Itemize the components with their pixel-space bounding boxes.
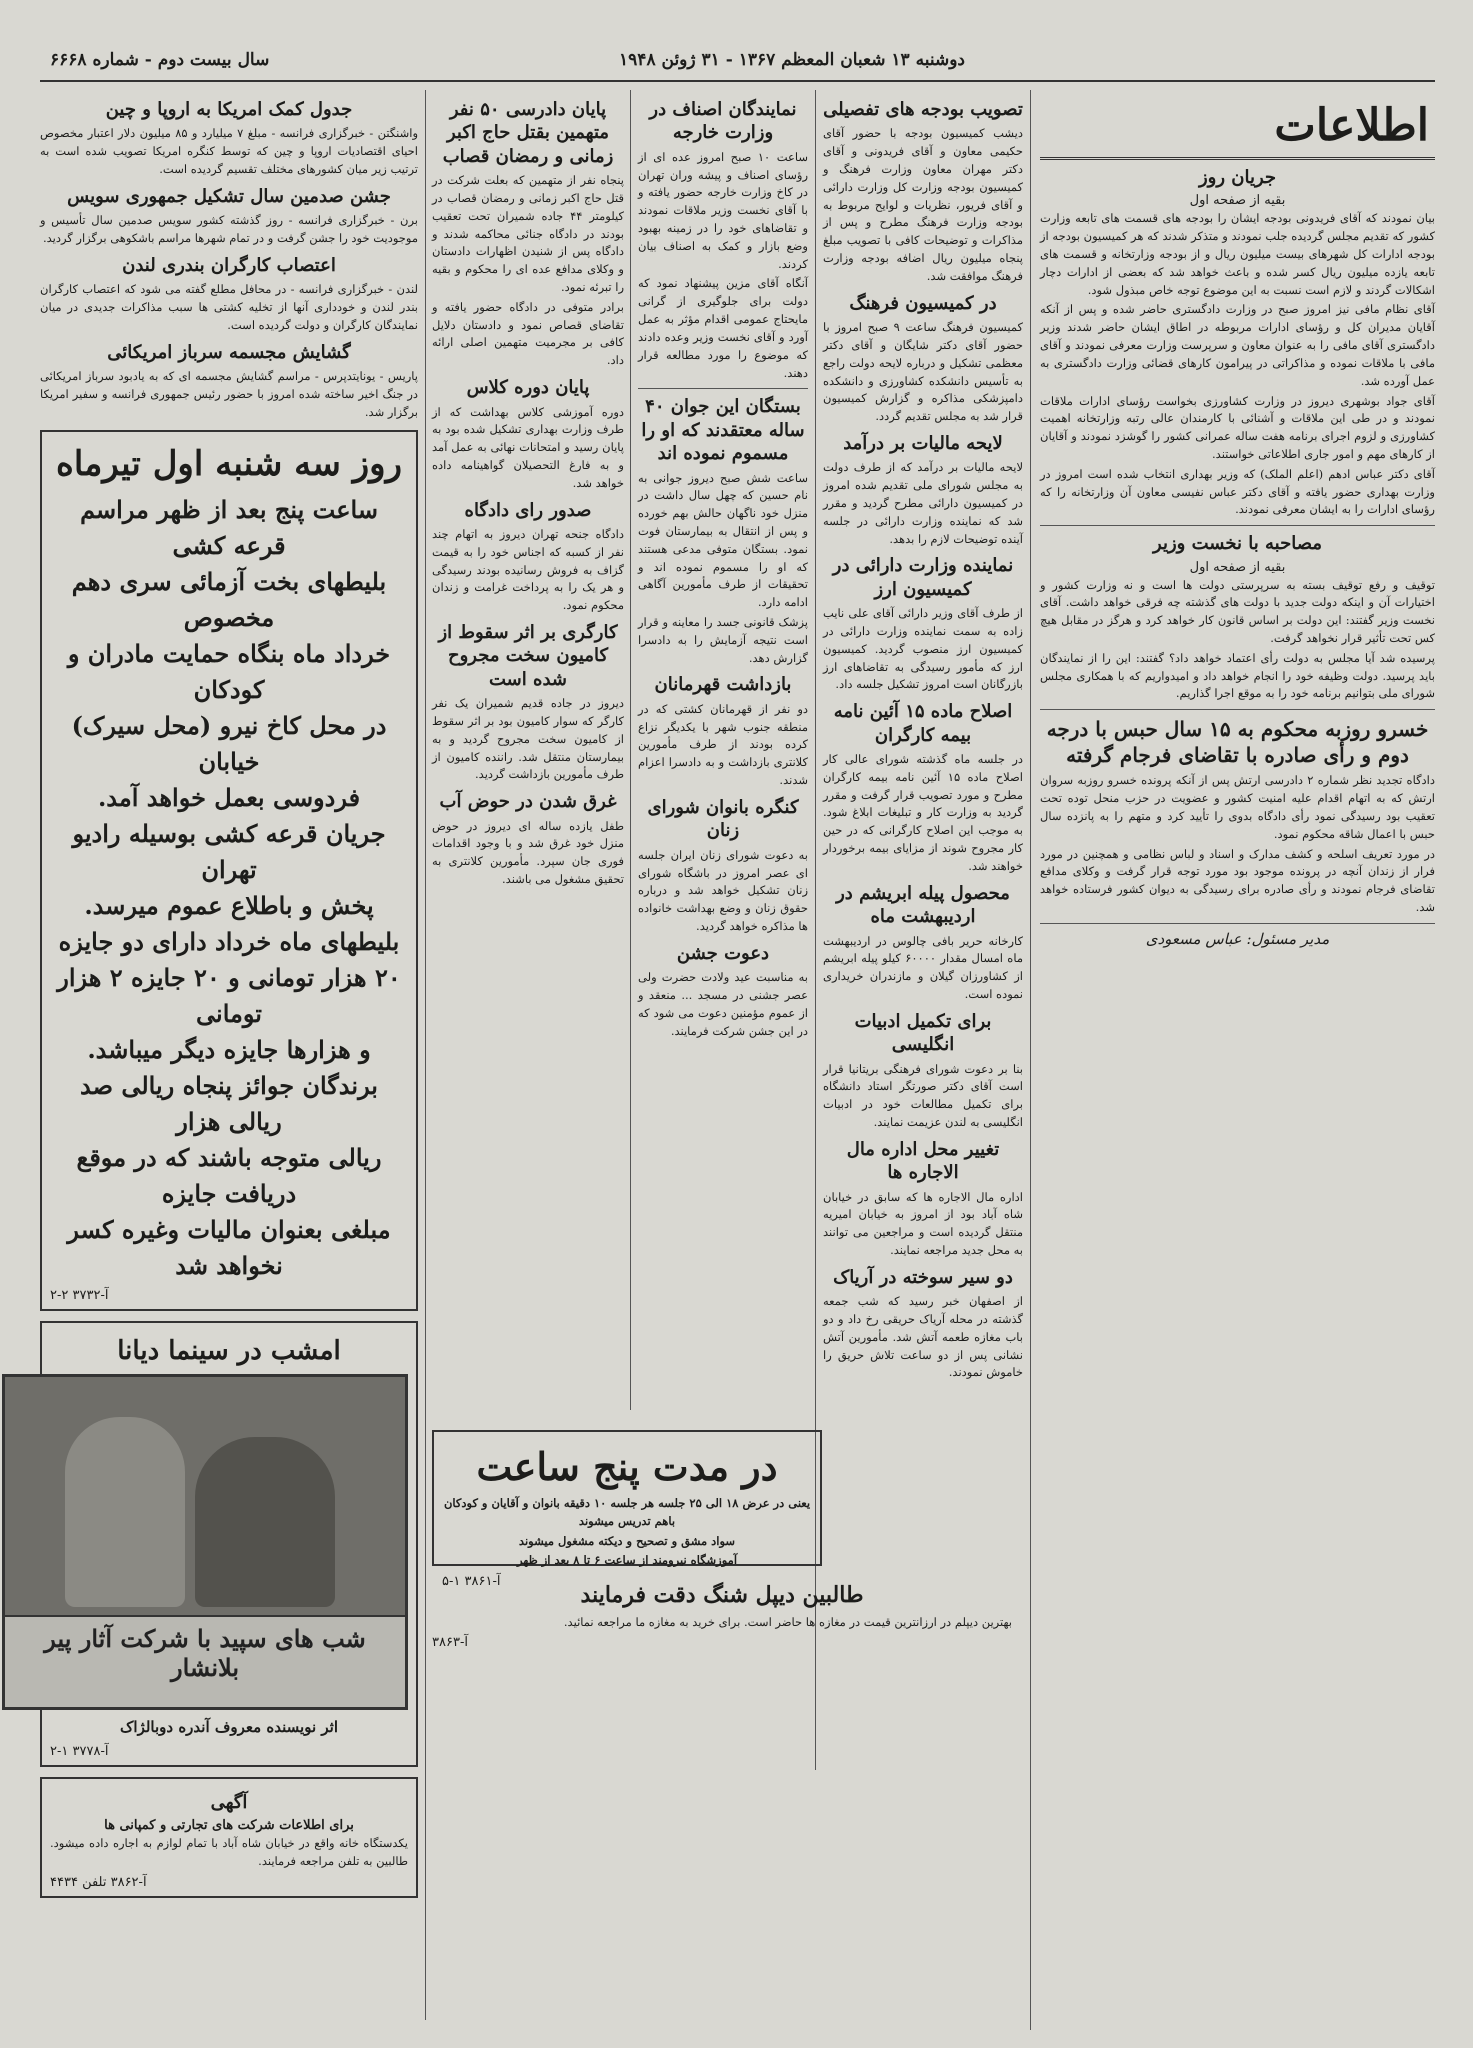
paragraph: آقای دکتر عباس ادهم (اعلم الملک) که وزیر بهداری انتخاب شده است امروز در وزارت بهداری حضور یافته و آقای دکتر عباس نفیسی معاون آن وزارتخانه را که رؤسای ادارات را به ایشان معرفی نمودند. [1040, 466, 1435, 517]
rep-title: نماینده وزارت دارائی در کمیسیون ارز [832, 555, 1014, 600]
cinema-caption: اثر نویسنده معروف آندره دوبالژاک [119, 1718, 338, 1737]
lease-title: تغییر محل اداره مال الاجاره ها [846, 1138, 1000, 1184]
paragraph: یعنی در عرض ۱۸ الی ۲۵ جلسه هر جلسه ۱۰ دقیقه بانوان و آقایان و کودکان باهم تدریس میشوند [443, 1496, 811, 1528]
divider [638, 388, 808, 389]
paragraph: در جلسه ماه گذشته شورای عالی کار اصلاح ماده ۱۵ آئین نامه بیمه کارگران مطرح و مورد تصویب قرار گرفت و مقرر گردید به وزارت کار و تبلیغات ابلاغ شود. به موجب این اصلاح کارگرانی که در حین کار مجروح شوند از مزایای بیمه برخوردار خواهند شد. [823, 752, 1023, 873]
worker-title: کارگری بر اثر سقوط از کامیون سخت مجروح شده است [438, 622, 618, 690]
paragraph: آنگاه آقای مزین پیشنهاد نمود که دولت برای جلوگیری از گرانی مایحتاج عمومی اقدام مؤثر به عمل آورد و آقای نخست وزیر وعده دادند که موضوع را مورد مطالعه قرار دهند. [638, 276, 808, 380]
paragraph: پزشک قانونی جسد را معاینه و قرار است نتیجه آزمایش را به دادسرا گزارش دهد. [638, 615, 808, 665]
paragraph: پاریس - یونایتدپرس - مراسم گشایش مجسمه ای که به یادبود سرباز امریکائی در جنگ اخیر ساخته شده امروز با حضور رئیس جمهوری فرانسه و سفیر امریکا برگزار شد. [40, 369, 418, 419]
lit-title: برای تکمیل ادبیات انگلیسی [854, 1010, 992, 1056]
column-rule [1030, 90, 1031, 2030]
paragraph: سواد مشق و تصحیح و دیکته مشغول میشوند [518, 1533, 736, 1548]
column-2 [823, 92, 1023, 1772]
paragraph: پنجاه نفر از متهمین که بعلت شرکت در قتل حاج اکبر زمانی و رمضان قصاب در کیلومتر ۴۴ جاده شمیران تحت تعقیب بودند در دادگاه جنائی محاکمه شدند و دادگاه پس از شنیدن اظهارات دادستان و وکلای مدافع عده ای را محکوم و بقیه را تبرئه نمود. [432, 173, 624, 295]
paragraph: آموزشگاه نیرومند از ساعت ۶ تا ۸ بعد از ظهر [516, 1553, 738, 1568]
news3-title: اعتصاب کارگران بندری لندن [122, 254, 336, 276]
column-left [40, 92, 418, 2022]
invite-title: دعوت جشن [676, 942, 770, 964]
news1-title: جدول کمک امریکا به اروپا و چین [105, 99, 353, 120]
lottery-ad-line: جریان قرعه کشی بوسیله رادیو تهران [72, 818, 386, 884]
issue-line: سال بیست دوم - شماره ۶۶۶۸ [50, 50, 270, 70]
lottery-ad-line: و هزارها جایزه دیگر میباشد. [87, 1034, 371, 1064]
news4-title: گشایش مجسمه سرباز امریکائی [107, 341, 351, 363]
talebin-ad [432, 1575, 1012, 1651]
paragraph: لایحه مالیات بر درآمد که از طرف دولت به مجلس شورای ملی تقدیم شده امروز در کمیسیون دارائی مطرح گردید و مقرر شد که نماینده وزارت دارائی در جلسه آینده توضیحات لازم را بدهد. [823, 460, 1023, 546]
paragraph: دیشب کمیسیون بودجه با حضور آقای حکیمی معاون و آقای فریدونی و آقای دکتر مهران معاون وزارت فرهنگ و کمیسیون بودجه وزارت کل وزارت دارائی و آقای فریور، نظریات و لوایح مربوط به بودجه وزارت فرهنگ مطرح و پس از مذاکرات و توضیحات کافی با تصویب مبلغ پنجاه میلیون ریال اضافه بودجه وزارت فرهنگ موافقت شد. [823, 126, 1023, 283]
paragraph: دوره آموزشی کلاس بهداشت که از طرف وزارت بهداری تشکیل شده بود به پایان رسید و امتحانات نهائی به عمل آمد و به فارغ التحصیلان گواهینامه داده خواهد شد. [432, 404, 624, 490]
news2-title: جشن صدمین سال تشکیل جمهوری سویس [67, 185, 391, 207]
women-title: کنگره بانوان شورای زنان [647, 796, 799, 842]
events-sub: بقیه از صفحه اول [1189, 193, 1286, 209]
lottery-ad-line: ۲۰ هزار تومانی و ۲۰ جایزه ۲ هزار تومانی [57, 962, 401, 1028]
lottery-ad-line: مبلغی بعنوان مالیات وغیره کسر نخواهد شد [67, 1214, 391, 1280]
pool-title: غرق شدن در حوض آب [439, 791, 617, 813]
khosrow-title: خسرو روزبه محکوم به ۱۵ سال حبس با درجه دوم و رأی صادره با تقاضای فرجام گرفته [1046, 717, 1429, 768]
paragraph: اداره مال الاجاره ها که سابق در خیابان شاه آباد بود از امروز به خیابان امیریه منتقل گردیده است و مراجعین می توانند به محل جدید مراجعه نمایند. [823, 1189, 1023, 1258]
seed-title: محصول پیله ابریشم در اردیبهشت ماه [836, 882, 1010, 928]
poster-strip-text: شب های سپید با شرکت آثار پیر بلانشار [44, 1624, 366, 1683]
lottery-ad-line: بلیطهای ماه خرداد دارای دو جایزه [58, 926, 400, 956]
ad-five-hours [432, 1430, 822, 1590]
interview-sub: بقیه از صفحه اول [1189, 559, 1286, 575]
column-4 [432, 92, 624, 1412]
guild-title: نمایندگان اصناف در وزارت خارجه [649, 99, 797, 144]
lottery-ad [40, 430, 418, 1311]
lottery-ad-line: پخش و باطلاع عموم میرسد. [84, 890, 374, 920]
notice-title: آگهی [210, 1791, 248, 1813]
paragraph: پرسیده شد آیا مجلس به دولت رأی اعتماد خواهد داد؟ گفتند: این را از نمایندگان باید پرسید. دولت وظیفه خود را انجام خواهد داد و امیدواریم که با همکاری مجلس شورای ملی بتوانیم برنامه خود را به موقع اجرا گذاریم. [1040, 650, 1435, 701]
divider [1040, 709, 1435, 710]
editor-signature: مدیر مسئول: عباس مسعودی [1145, 929, 1330, 948]
paragraph: به مناسبت عید ولادت حضرت ولی عصر جشنی در مسجد ... منعقد و از عموم مؤمنین دعوت می شود که در این جشن شرکت فرمایند. [638, 970, 808, 1038]
actor-figure [195, 1437, 335, 1607]
paragraph: آقای جواد بوشهری دیروز در وزارت کشاورزی بخواست رؤسای ادارات ملاقات نمودند و در طی این ملاقات و آشنائی با کارمندان عالی رتبه وزارتخانه اهمیت کشاورزی و لزوم اجرای برنامه هفت ساله عمرانی کشور را گوشزد نمودند و آقایان از کارهای مهم و امور جاری اطلاعاتی خواستند. [1040, 393, 1435, 461]
page-header [40, 40, 1435, 82]
paragraph: آقای نظام مافی نیز امروز صبح در وزارت دادگستری حاضر شده و پس از آنکه آقایان مدیران کل و رؤسای ادارات مربوطه در اطاق ایشان حاضر شدند وزیر دادگستری آقای مافی را به عنوان معاون و سرپرست وزارت معرفی نمودند و آقای مافی با ملاقات نموده و مذاکراتی در پیرامون کارهای قضائی وزارت دادگستری به عمل آورده شد. [1040, 302, 1435, 388]
film-poster-image [2, 1374, 408, 1710]
paragraph: ساعت شش صبح دیروز جوانی به نام حسین که چهل سال داشت در منزل خود ناگهان حالش بهم خورده و پس از انتقال به بیمارستان فوت نمود. بستگان متوفی مدعی هستند که او را مسموم نموده اند و تحقیقات از طرف مأمورین آگاهی ادامه دارد. [638, 470, 808, 610]
lottery-ad-lines [50, 492, 408, 1284]
paragraph: طفل یازده ساله ای دیروز در حوض منزل خود غرق شد و با وجود اقدامات فوری جان سپرد. مأمورین کلانتری به تحقیق مشغول می باشند. [432, 818, 624, 887]
paragraph: کمیسیون فرهنگ ساعت ۹ صبح امروز با حضور آقای دکتر شایگان و آقای دکتر معظمی تشکیل و درباره لایحه دولت راجع به تأسیس دانشکده کشاورزی و دانشکده دامپزشکی مذاکره و گزارش کمیسیون قرار شد به مجلس تقدیم گردد. [823, 320, 1023, 424]
tax-title: لایحه مالیات بر درآمد [843, 432, 1003, 454]
date-line: دوشنبه ۱۳ شعبان المعظم ۱۳۶۷ - ۳۱ ژوئن ۱۹۴۸ [619, 50, 965, 70]
paragraph: بیان نمودند که آقای فریدونی بودجه ایشان را بودجه های قسمت های تابعه وزارت کشور که تقدیم مجلس گردیده جلب نمودند و متذکر شدند که هر کمیسیون بودجه از بودجه ادارات کل شهرهای بیست میلیون ریال و از بودجه وزارتخانه و قسمت های تابعه یازده میلیون ریال کسر شده و باعث خواهد شد که بعضی از ادارات دچار اشکالات گردند و لازم است نسبت به این موضوع توجه خاص مبذول شود. [1040, 211, 1435, 297]
paragraph: دادگاه جنحه تهران دیروز به اتهام چند نفر از کسبه که اجناس خود را به قیمت گزاف به فروش رسانیده بودند رسیدگی و هر یک را به پرداخت غرامت و زندان محکوم نمود. [432, 526, 624, 613]
divider [1040, 525, 1435, 526]
actress-figure [65, 1417, 185, 1607]
trial-title: پایان دادرسی ۵۰ نفر متهمین بقتل حاج اکبر زمانی و رمضان قصاب [442, 99, 614, 167]
paragraph: کارخانه حریر بافی چالوس در اردیبهشت ماه امسال مقدار ۶۰۰۰۰ کیلو پیله ابریشم از کشاورزان گیلان و مازندران خریداری نموده است. [823, 933, 1023, 1001]
class-title: پایان دوره کلاس [466, 377, 590, 399]
interview-title: مصاحبه با نخست وزیر [1153, 533, 1322, 555]
paragraph: بنا بر دعوت شورای فرهنگی بریتانیا قرار است آقای دکتر صورتگر استاد دانشگاه برای تکمیل مطالعات خود در ادبیات انگلیسی به لندن عزیمت نمایند. [823, 1061, 1023, 1129]
column-right [1040, 92, 1435, 1992]
lottery-ad-line: بلیطهای بخت آزمائی سری دهم مخصوص [71, 566, 387, 632]
paragraph: دو نفر از قهرمانان کشتی که در منطقه جنوب شهر با یکدیگر نزاع کرده بودند از طرف مأمورین کلانتری بازداشت و به دادسرا اعزام شدند. [638, 701, 808, 788]
arrest-title: بازداشت قهرمانان [654, 674, 792, 696]
paragraph: واشنگتن - خبرگزاری فرانسه - مبلغ ۷ میلیارد و ۸۵ میلیون دلار اعتبار مخصوص احیای اقتصادیات اروپا و چین که توسط کنگره امریکا تصویب شده است به ترتیب زیر میان کشورهای مختلف تقسیم گردیده است. [40, 126, 418, 177]
paragraph: یکدستگاه خانه واقع در خیابان شاه آباد با تمام لوازم به اجاره داده میشود. طالبین به تلفن مراجعه فرمایند. [50, 1836, 408, 1868]
notice-sub: برای اطلاعات شرکت های تجارتی و کمپانی ها [104, 1818, 354, 1834]
ad-code: آ-۳۷۳۲ ۲-۲ [50, 1287, 109, 1303]
paragraph: دادگاه تجدید نظر شماره ۲ دادرسی ارتش پس از آنکه پرونده خسرو روزبه سروان ارتش که به اتهام اقدام علیه امنیت کشور و عضویت در حزب منحل توده تحت تعقیب بود رسیدگی نمود رأی دادگاه بدوی را تأیید کرد و متهم را به پانزده سال حبس با اعمال شاقه محکوم نمود. [1040, 773, 1435, 841]
notice-ad [40, 1777, 418, 1898]
ad-code: آ-۳۸۶۱ ۱-۵ [442, 1574, 501, 1590]
lottery-ad-title: روز سه شنبه اول تیرماه [56, 443, 402, 484]
cinema-ad [40, 1321, 418, 1767]
lottery-ad-line: فردوسی بعمل خواهد آمد. [97, 782, 361, 812]
talebin-title: طالبین دیپل شنگ دقت فرمایند [580, 1582, 864, 1608]
paragraph: از طرف آقای وزیر دارائی آقای علی نایب زاده به سمت نماینده وزارت دارائی در کمیسیون ارز منصوب گردید. کمیسیون ارز که مأمور رسیدگی به تقاضاهای ارز بازرگانان است امروز تشکیل جلسه داد. [823, 606, 1023, 692]
cinema-title: امشب در سینما دیانا [117, 1335, 341, 1366]
court-title: صدور رای دادگاه [464, 499, 592, 521]
budget-title: تصویب بودجه های تفصیلی [823, 99, 1023, 120]
paragraph: لندن - خبرگزاری فرانسه - در محافل مطلع گفته می شود که اعتصاب کارگران بندر لندن و خودداری آنها از تخلیه کشتی ها سبب مذاکرات جدیدی در میان نمایندگان کارگران و دولت گردیده است. [40, 282, 418, 332]
column-rule [630, 90, 631, 1410]
ad-code: آ-۳۷۷۸ ۱-۲ [50, 1743, 109, 1759]
labor-title: اصلاح ماده ۱۵ آئین نامه بیمه کارگران [833, 701, 1013, 746]
paragraph: برن - خبرگزاری فرانسه - روز گذشته کشور سویس صدمین سال تأسیس و موجودیت خود را جشن گرفت و در تمام شهرها مراسم باشکوهی برگزار گردید. [40, 213, 418, 246]
culture-title: در کمیسیون فرهنگ [849, 292, 997, 314]
youth-title: بستگان این جوان ۴۰ ساله معتقدند که او را مسموم نموده اند [641, 396, 805, 465]
fire-title: دو سیر سوخته در آریاک [833, 1266, 1013, 1288]
paragraph: از اصفهان خبر رسید که شب جمعه گذشته در محله آریاک حریقی رخ داد و دو باب مغازه طعمه آتش شد. مأمورین آتش نشانی پس از دو ساعت تلاش حریق را خاموش نمودند. [823, 1294, 1023, 1380]
ad-code: آ-۳۸۶۲ تلفن ۴۴۳۴ [50, 1874, 147, 1890]
lottery-ad-line: خرداد ماه بنگاه حمایت مادران و کودکان [67, 638, 391, 704]
lottery-ad-line: در محل کاخ نیرو (محل سیرک) خیابان [71, 710, 387, 776]
divider [1040, 923, 1435, 924]
events-title: جریان روز [1198, 167, 1277, 188]
paragraph: بهترین دیپلم در ارزانترین قیمت در مغازه ها حاضر است. برای خرید به مغازه ما مراجعه نمائید. [563, 1614, 1012, 1629]
column-3 [638, 92, 808, 1412]
paragraph: دیروز در جاده قدیم شمیران یک نفر کارگر که سوار کامیون بود بر اثر سقوط از کامیون سخت مجروح گردید و به بیمارستان منتقل شد. راننده کامیون از طرف مأمورین بازداشت گردید. [432, 696, 624, 782]
lottery-ad-line: برندگان جوائز پنجاه ریالی صد ریالی هزار [80, 1070, 378, 1136]
paragraph: برادر متوفی در دادگاه حضور یافته و تقاضای قصاص نمود و دادستان دلایل کافی بر مجرمیت متهمین اصلی ارائه داد. [432, 299, 624, 368]
masthead-title: اطلاعات [1274, 100, 1429, 151]
paragraph: ساعت ۱۰ صبح امروز عده ای از رؤسای اصناف و پیشه وران تهران در کاخ وزارت خارجه حضور یافته و با آقای نخست وزیر ملاقات نمودند و تقاضاهای خود را در زمینه بهبود وضع بازار و کمک به اصناف بیان کردند. [638, 149, 808, 271]
paragraph: به دعوت شورای زنان ایران جلسه ای عصر امروز در باشگاه شورای زنان تشکیل خواهد شد و درباره حقوق زنان و وضع بهداشت خانواده ها مذاکره خواهد گردید. [638, 847, 808, 933]
masthead-rule [1040, 157, 1435, 160]
ad-code: آ-۳۸۶۳ [432, 1635, 468, 1651]
column-rule [425, 90, 426, 2020]
lottery-ad-line: ریالی متوجه باشند که در موقع دریافت جایزه [76, 1142, 382, 1208]
paragraph: توقیف و رفع توقیف بسته به سرپرستی دولت ها است و نه وزارت کشور و اختیارات آن و اینکه دولت جدید با دولت های گذشته چه فرقی خواهد داشت. آقای نخست وزیر گفتند: این دولت بر اساس قانون کار خواهد کرد و هرگز در مقابل هیچ کس تحت تأثیر قرار نخواهد گرفت. [1040, 577, 1435, 646]
paragraph: در مورد تعریف اسلحه و کشف مدارک و اسناد و لباس نظامی و همچنین در مورد فرار از زندان آنچه در پرونده موجود بود مورد توجه قرار گرفت و وکلای مدافع تقاضای فرجام نمودند و رأی صادره برای رسیدگی به دیوان کشور فرستاده خواهد شد. [1040, 846, 1435, 914]
ad-five-hours-title: در مدت پنج ساعت [476, 1444, 778, 1489]
lottery-ad-line: ساعت پنج بعد از ظهر مراسم قرعه کشی [80, 494, 378, 560]
